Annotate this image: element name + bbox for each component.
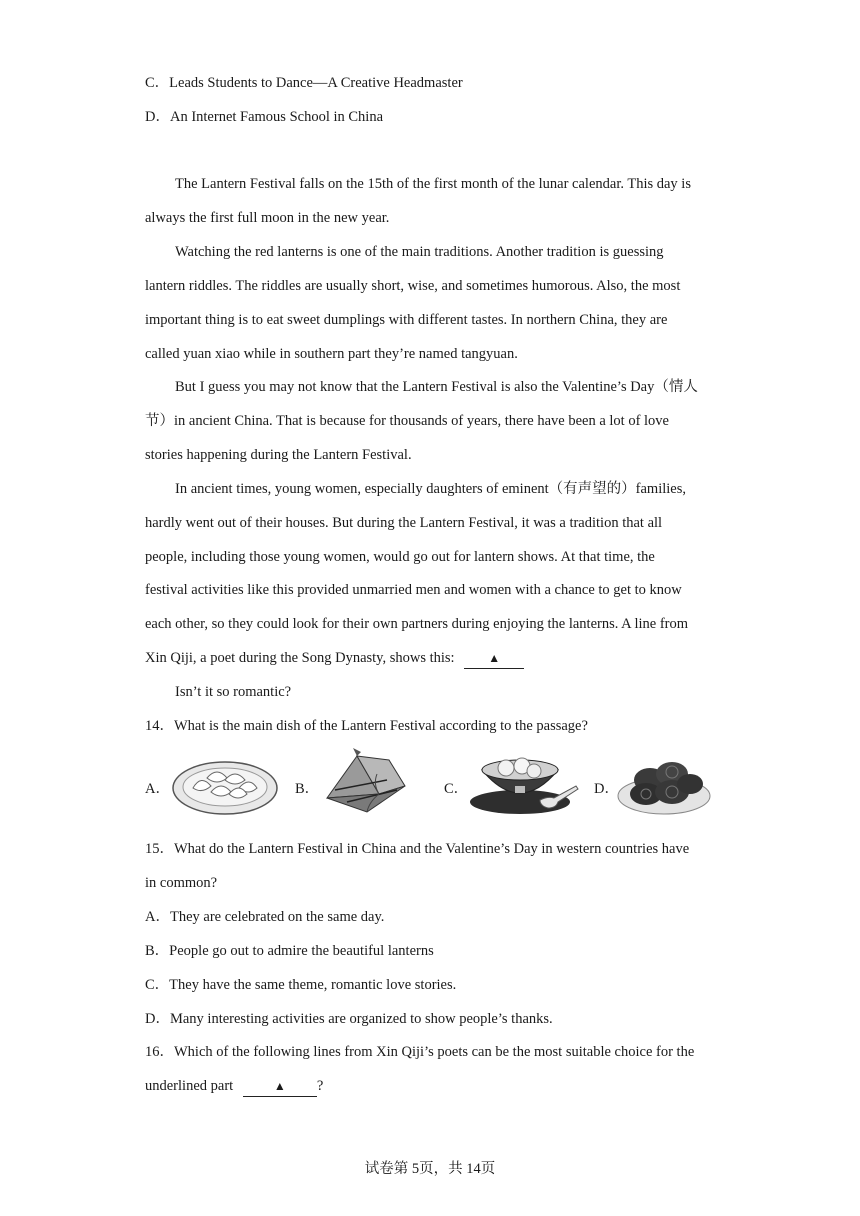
question-stem: underlined part <box>145 1078 234 1094</box>
option-c[interactable] <box>444 746 584 821</box>
option-letter: A． <box>145 781 170 797</box>
triangle-icon: ▲ <box>273 1079 286 1093</box>
passage-line-with-blank <box>145 648 524 669</box>
option-b[interactable] <box>295 746 435 821</box>
passage-line: festival activities like this provided unmarried men and women with a chance to get to know <box>145 582 682 598</box>
option-d-prev: D．An Internet Famous School in China <box>145 109 384 125</box>
passage-line: In ancient times, young women, especially daughters of eminent（有声望的）families, <box>175 481 687 497</box>
option-letter: B． <box>295 781 320 797</box>
question-stem: 14．What is the main dish of the Lantern Festival according to the passage? <box>145 718 588 734</box>
passage-line: Watching the red lanterns is one of the main traditions. Another tradition is guessing <box>175 244 664 260</box>
page-footer: 试卷第 5页，共 14页 <box>364 1161 496 1177</box>
mooncakes-image <box>616 752 712 818</box>
passage-line: stories happening during the Lantern Festival. <box>145 447 412 463</box>
option-b[interactable]: B．People go out to admire the beautiful lanterns <box>145 943 434 959</box>
question-mark: ? <box>316 1078 324 1094</box>
question-stem: 16．Which of the following lines from Xin Qiji’s poets can be the most suitable choice for the <box>145 1044 695 1060</box>
option-a[interactable]: A．They are celebrated on the same day. <box>145 909 385 925</box>
option-d[interactable] <box>594 746 724 821</box>
image-options <box>145 746 720 821</box>
question-stem: 15．What do the Lantern Festival in China and the Valentine’s Day in western countries have <box>145 841 690 857</box>
passage-line: hardly went out of their houses. But during the Lantern Festival, it was a tradition that all <box>145 515 663 531</box>
tangyuan-bowl-image <box>468 750 582 816</box>
answer-blank <box>464 648 524 669</box>
passage-line: people, including those young women, would go out for lantern shows. At that time, the <box>145 549 655 565</box>
passage-line: each other, so they could look for their own partners during enjoying the lanterns. A line from <box>145 616 689 632</box>
answer-blank <box>243 1076 317 1097</box>
question-stem: in common? <box>145 875 218 891</box>
passage-line: always the first full moon in the new year. <box>145 210 390 226</box>
question-stem-with-blank <box>145 1076 323 1097</box>
option-letter: C． <box>444 781 469 797</box>
passage-line: But I guess you may not know that the Lantern Festival is also the Valentine’s Day（情人 <box>175 379 698 395</box>
option-c-prev: C．Leads Students to Dance—A Creative Headmaster <box>145 75 463 91</box>
triangle-icon: ▲ <box>488 651 501 665</box>
dumplings-plate-image <box>171 754 279 816</box>
passage-line: important thing is to eat sweet dumplings with different tastes. In northern China, they are <box>145 312 668 328</box>
option-d[interactable]: D．Many interesting activities are organized to show people’s thanks. <box>145 1011 553 1027</box>
passage-line: The Lantern Festival falls on the 15th of the first month of the lunar calendar. This day is <box>175 176 691 192</box>
zongzi-image <box>317 746 417 818</box>
option-a[interactable] <box>145 746 285 821</box>
passage-line: called yuan xiao while in southern part they’re named tangyuan. <box>145 346 518 362</box>
option-letter: D． <box>594 781 619 797</box>
passage-line: 节）in ancient China. That is because for thousands of years, there have been a lot of love <box>145 413 669 429</box>
passage-line: Xin Qiji, a poet during the Song Dynasty, shows this: <box>145 650 455 666</box>
option-c[interactable]: C．They have the same theme, romantic love stories. <box>145 977 457 993</box>
passage-line: Isn’t it so romantic? <box>175 684 292 700</box>
passage-line: lantern riddles. The riddles are usually short, wise, and sometimes humorous. Also, the most <box>145 278 681 294</box>
